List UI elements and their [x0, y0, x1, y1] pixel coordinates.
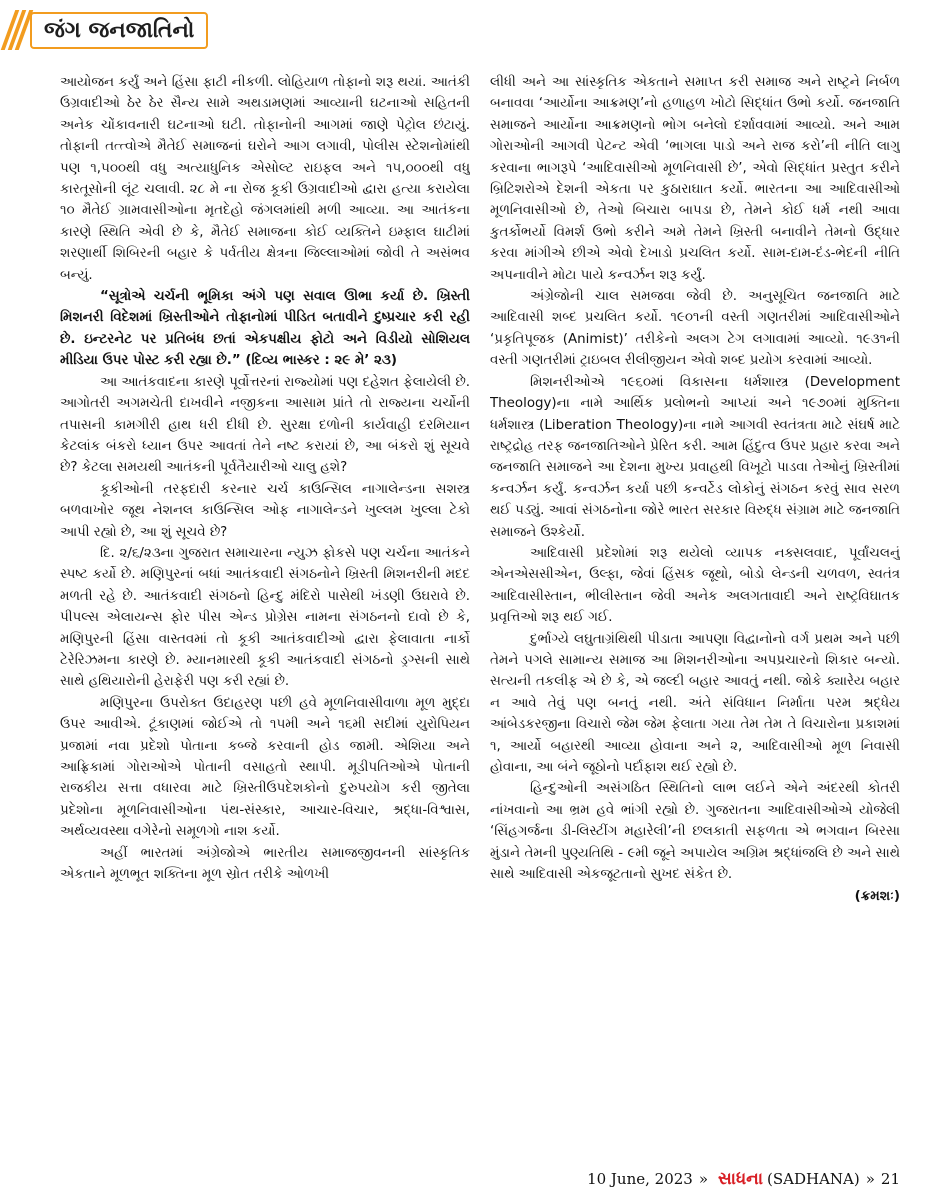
- page-footer: [0, 1166, 940, 1192]
- paragraph: દિ. ૨/૬/૨૩ના ગુજરાત સમાચારના ન્યુઝ ફોકસે પણ ચર્ચના આતંકને સ્પષ્ટ કર્યો છે. મણિપુરનાં બધાં આતંકવાદી સંગઠનોને ખ્રિસ્તી મિશનરીની મદદ મળતી રહે છે. આતંકવાદી સંગઠનો હિન્દુ મંદિરો પાસેથી ખંડણી ઉઘરાવે છે. પીપલ્સ એલાયન્સ ફોર પીસ એન્ડ પ્રોગ્રેસ નામના સંગઠનનો દાવો છે કે, મણિપુરની હિંસા વાસ્તવમાં તો કૂકી આતંકવાદીઓ દ્વારા ફેલાવાતા નાર્કો ટેરેરિઝમના કારણે છે. મ્યાનમારથી કૂકી આતંકવાદી સંગઠનો ડ્રગ્સની સાથે સાથે હથિયારોની હેરાફેરી પણ કરી રહ્યાં છે.: [60, 545, 470, 690]
- continued-marker: (ક્રમશઃ): [854, 889, 900, 905]
- paragraph: લીધી અને આ સાંસ્કૃતિક એકતાને સમાપ્ત કરી સમાજ અને રાષ્ટ્રને નિર્બળ બનાવવા ‘આર્યોના આક્રમણ’નો હળાહળ ખોટો સિદ્ધાંત ઉભો કર્યો. જનજાતિ સમાજને આર્યોના આક્રમણનો ભોગ બનેલો દર્શાવવામાં આવ્યો. અને આમ ગોરાઓની આગવી પેટન્ટ એવી ‘ભાગલા પાડો અને રાજ કરો’ની નીતિ લાગુ કરવાના ભાગરૂપે ‘આદિવાસીઓ મૂળનિવાસી છે’, એવો સિદ્ધાંત પ્રસ્તુત કરીને બ્રિટિશરોએ દેશની એકતા પર કુઠારાઘાત કર્યો. ભારતના આ આદિવાસીઓ મૂળનિવાસીઓ છે, તેઓ બિચારા બાપડા છે, તેમને કોઈ ધર્મ નથી આવા કુતર્કોભર્યો વિમર્શ ઉભો કરીને અમે તેમને ખ્રિસ્તી બનાવીને તેમનો ઉદ્ધાર કરવા માંગીએ છીએ એવો દેખાડો પ્રચલિત કર્યો. સામ-દામ-દંડ-ભેદની નીતિ અપનાવીને મોટા પાયે કન્વર્ઝન શરૂ કર્યું.: [490, 75, 900, 283]
- paragraph: આયોજન કર્યું અને હિંસા ફાટી નીકળી. લોહિયાળ તોફાનો શરૂ થયાં. આતંકી ઉગ્રવાદીઓ ઠેર ઠેર સૈન્ય સામે અથડામણમાં આવ્યાની ઘટનાઓ સહિતની અનેક ચોંકાવનારી ઘટનાઓ ઘટી. તોફાનોની આગમાં જાણે પેટ્રોલ છંટાયું. તોફાની તત્ત્વોએ મૈતેઈ સમાજનાં ઘરોને આગ લગાવી, પોલીસ સ્ટેશનોમાંથી પણ ૧,૫૦૦થી વધુ અત્યાધુનિક એસોલ્ટ રાઇફલ અને ૧૫,૦૦૦થી વધુ કારતૂસોની લૂંટ ચલાવી. ૨૮ મે ના રોજ કૂકી ઉગ્રવાદીઓ દ્વારા હત્યા કરાયેલા ૧૦ મૈતેઈ ગ્રામવાસીઓના મૃતદેહો જંગલમાંથી મળી આવ્યા. આ આતંકના કારણે સ્થિતિ એવી છે કે, મૈતેઈ સમાજના કોઈ વ્યક્તિને ઇમ્ફાલ ઘાટીમાં શરણાર્થી શિબિરની બહાર કે પર્વતીય ક્ષેત્રના જિલ્લાઓમાં જોવી તે અસંભવ બન્યું.: [60, 75, 470, 283]
- right-column: [490, 72, 900, 1162]
- magazine-logo: સાધના: [718, 1169, 763, 1189]
- paragraph: હિન્દુઓની અસંગઠિત સ્થિતિનો લાભ લઈને એને અંદરથી કોતરી નાંખવાનો આ ભ્રમ હવે ભાંગી રહ્યો છે. ગુજરાતના આદિવાસીઓએ યોજેલી ‘સિંહગર્જના ડી-લિસ્ટીંગ મહારેલી’ની છલકાતી સફળતા એ ભગવાન બિરસા મુંડાને તેમની પુણ્યતિથિ - ૯મી જૂને અપાયેલ અગ્રિમ શ્રદ્ધાંજલિ છે અને સાથે સાથે આદિવાસી એકજૂટતાનો સુખદ સંકેત છે.: [490, 781, 900, 883]
- section-header: [8, 10, 208, 50]
- left-column: [60, 72, 470, 1162]
- header-stripes: [8, 10, 26, 50]
- paragraph: મણિપુરના ઉપરોક્ત ઉદાહરણ પછી હવે મૂળનિવાસીવાળા મૂળ મુદ્દા ઉપર આવીએ. ટૂંકાણમાં જોઈએ તો ૧૫મી અને ૧૬મી સદીમાં યુરોપિયન પ્રજામાં નવા પ્રદેશો પોતાના કબ્જે કરવાની હોડ જામી. એશિયા અને આફ્રિકામાં ગોરાઓએ પોતાની વસાહતો સ્થાપી. મૂડીપતિઓએ પોતાની રાજકીય સત્તા વધારવા માટે ખ્રિસ્તીઉપદેશકોનો દુરુપયોગ કરી જીતેલા પ્રદેશોના મૂળનિવાસીઓના પંથ-સંસ્કાર, આચાર-વિચાર, શ્રદ્ધા-વિશ્વાસ, અર્થવ્યવસ્થા વગેરેનો સમૂળગો નાશ કર્યો.: [60, 695, 470, 840]
- paragraph: અંગ્રેજોની ચાલ સમજવા જેવી છે. અનુસૂચિત જનજાતિ માટે આદિવાસી શબ્દ પ્રચલિત કર્યો. ૧૯૦૧ની વસ્તી ગણતરીમાં આદિવાસીઓને ‘પ્રકૃતિપૂજક (Animist)’ તરીકેનો અલગ ટેગ લગાવામાં આવ્યો. ૧૯૩૧ની વસ્તી ગણતરીમાં ટ્રાઇબલ રીલીજીયન એવો શબ્દ પ્રયોગ કરવામાં આવ્યો.: [490, 289, 900, 369]
- magazine-name-en: (SADHANA): [767, 1170, 860, 1188]
- footer-separator-2: »: [865, 1170, 875, 1188]
- paragraph: અહીં ભારતમાં અંગ્રેજોએ ભારતીય સમાજજીવનની સાંસ્કૃતિક એકતાને મૂળભૂત શક્તિના મૂળ સ્રોત તરીકે ઓળખી: [60, 845, 470, 883]
- paragraph: દુર્ભાગ્યે લઘુતાગ્રંથિથી પીડાતા આપણા વિદ્વાનોનો વર્ગ પ્રથમ અને પછી તેમને પગલે સામાન્ય સમાજ આ મિશનરીઓના અપપ્રચારનો શિકાર બન્યો. સત્યની તકલીફ એ છે કે, એ જલ્દી બહાર આવતું નથી. જોકે ક્યારેય બહાર ન આવે તેવું પણ બનતું નથી. અંતે સંવિધાન નિર્માતા પરમ શ્રદ્ધેય આંબેડકરજીના વિચારો જેમ જેમ ફેલાતા ગયા તેમ તેમ તે વિચારોના પ્રકાશમાં ૧, આર્યો બહારથી આવ્યા હોવાના અને ૨, આદિવાસીઓ મૂળ નિવાસી હોવાના, આ બંને જૂઠોનો પર્દાફાશ થઈ રહ્યો છે.: [490, 631, 900, 775]
- footer-separator: »: [698, 1170, 709, 1188]
- paragraph: મિશનરીઓએ ૧૯૬૦માં વિકાસના ધર્મશાસ્ત્ર (Development Theology)ના નામે આર્થિક પ્રલોભનો આપ્યાં અને ૧૯૭૦માં મુક્તિના ધર્મશાસ્ત્ર (Liberation Theology)ના નામે આગવી સ્વતંત્રતા માટે સંઘર્ષ માટે રાષ્ટ્રદ્રોહ તરફ જનજાતિઓને પ્રેરિત કરી. આમ હિંદુત્વ ઉપર પ્રહાર કરવા અને જનજાતિ સમાજને આ દેશના મુખ્ય પ્રવાહથી વિખૂટો પાડવા તેઓનું ખ્રિસ્તીમાં કન્વર્ઝન કર્યું. કન્વર્ઝન કર્યા પછી કન્વર્ટેડ લોકોનું સંગઠન કરવું સાવ સરળ થઈ પડ્યું. આવાં સંગઠનોના જોરે ભારત સરકાર વિરુદ્ધ સંગ્રામ માટે જનજાતિ સમાજને ઉશ્કેર્યો.: [490, 374, 900, 540]
- page-number: 21: [880, 1170, 900, 1188]
- footer-date: 10 June, 2023: [587, 1170, 693, 1188]
- paragraph: આદિવાસી પ્રદેશોમાં શરૂ થયેલો વ્યાપક નક્સલવાદ, પૂર્વાંચલનું એનએસસીએન, ઉલ્ફા, જેવાં હિંસક જૂથો, બોડો લેન્ડની ચળવળ, સ્વતંત્ર આદિવાસીસ્તાન, ભીલીસ્તાન જેવી અનેક અલગતાવાદી અને રાષ્ટ્રવિઘાતક પ્રવૃત્તિઓ શરૂ થઈ ગઈ.: [490, 545, 900, 626]
- paragraph: કૂકીઓની તરફદારી કરનાર ચર્ચ કાઉન્સિલ નાગાલેન્ડના સશસ્ત્ર બળવાખોર જૂથ નેશનલ કાઉન્સિલ ઓફ નાગાલેન્ડને ખુલ્લમ ખુલ્લા ટેકો આપી રહ્યો છે, આ શું સૂચવે છે?: [60, 481, 470, 540]
- article-body: [60, 72, 900, 1162]
- section-title: જંગ જનજાતિનો: [30, 12, 208, 49]
- quote-paragraph: “સૂત્રોએ ચર્ચની ભૂમિકા અંગે પણ સવાલ ઊભા કર્યા છે. ખ્રિસ્તી મિશનરી વિદેશમાં ખ્રિસ્તીઓને તોફાનોમાં પીડિત બતાવીને દુષ્પ્રચાર કરી રહી છે. ઇન્ટરનેટ પર પ્રતિબંધ છતાં એકપક્ષીય ફોટો અને વિડીયો સોશિયલ મીડિયા ઉપર પોસ્ટ કરી રહ્યા છે.” (દિવ્ય ભાસ્કર : ૨૯ મે’ ૨૩): [60, 289, 470, 369]
- paragraph: આ આતંકવાદના કારણે પૂર્વોત્તરનાં રાજ્યોમાં પણ દહેશત ફેલાયેલી છે. આગોતરી અગમચેતી દાખવીને નજીકના આસામ પ્રાંતે તો રાજ્યના ચર્ચોની તપાસની કામગીરી હાથ ધરી દીધી છે. સુરક્ષા દળોની કાર્યવાહી દરમિયાન કેટલાંક બંકરો ધ્યાન ઉપર આવતાં તેને નષ્ટ કરાયાં છે, આ બંકરો શું સૂચવે છે? કેટલા સમયથી આતંકની પૂર્વતૈયારીઓ ચાલુ હશે?: [60, 374, 470, 476]
